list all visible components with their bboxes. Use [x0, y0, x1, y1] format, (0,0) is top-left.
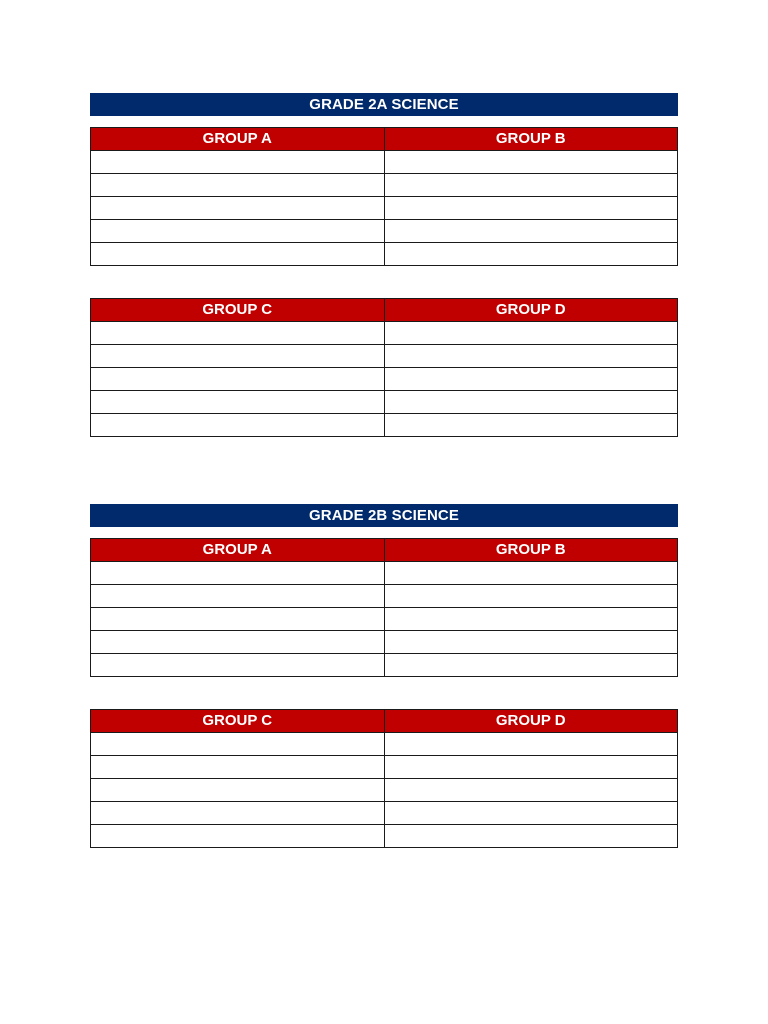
group-header-b: GROUP B	[384, 539, 678, 562]
name-cell[interactable]	[384, 733, 678, 756]
name-cell[interactable]	[384, 197, 678, 220]
name-cell[interactable]	[384, 220, 678, 243]
group-header-c: GROUP C	[91, 299, 385, 322]
table-row	[91, 368, 678, 391]
table-row	[91, 414, 678, 437]
name-cell[interactable]	[91, 631, 385, 654]
name-cell[interactable]	[91, 802, 385, 825]
name-cell[interactable]	[384, 802, 678, 825]
name-cell[interactable]	[91, 654, 385, 677]
name-cell[interactable]	[384, 562, 678, 585]
name-cell[interactable]	[384, 756, 678, 779]
group-table-2b-cd	[90, 709, 678, 848]
group-header-d: GROUP D	[384, 299, 678, 322]
name-cell[interactable]	[91, 562, 385, 585]
table-row	[91, 631, 678, 654]
name-cell[interactable]	[91, 220, 385, 243]
name-cell[interactable]	[91, 585, 385, 608]
table-header-row	[91, 128, 678, 151]
table-row	[91, 220, 678, 243]
table-header-row	[91, 299, 678, 322]
name-cell[interactable]	[91, 197, 385, 220]
table-row	[91, 756, 678, 779]
name-cell[interactable]	[91, 391, 385, 414]
group-header-c: GROUP C	[91, 710, 385, 733]
name-cell[interactable]	[91, 243, 385, 266]
group-header-b: GROUP B	[384, 128, 678, 151]
table-row	[91, 585, 678, 608]
table-row	[91, 562, 678, 585]
name-cell[interactable]	[91, 414, 385, 437]
name-cell[interactable]	[91, 151, 385, 174]
name-cell[interactable]	[384, 631, 678, 654]
name-cell[interactable]	[384, 151, 678, 174]
group-table-2a-ab	[90, 127, 678, 266]
group-header-a: GROUP A	[91, 128, 385, 151]
table-row	[91, 391, 678, 414]
name-cell[interactable]	[384, 608, 678, 631]
table-row	[91, 151, 678, 174]
name-cell[interactable]	[384, 345, 678, 368]
name-cell[interactable]	[384, 322, 678, 345]
name-cell[interactable]	[384, 779, 678, 802]
name-cell[interactable]	[384, 243, 678, 266]
table-row	[91, 174, 678, 197]
table-row	[91, 779, 678, 802]
table-row	[91, 197, 678, 220]
name-cell[interactable]	[91, 779, 385, 802]
table-row	[91, 825, 678, 848]
name-cell[interactable]	[91, 368, 385, 391]
table-header-row	[91, 710, 678, 733]
table-row	[91, 608, 678, 631]
name-cell[interactable]	[384, 825, 678, 848]
group-header-a: GROUP A	[91, 539, 385, 562]
table-row	[91, 345, 678, 368]
name-cell[interactable]	[91, 733, 385, 756]
name-cell[interactable]	[91, 825, 385, 848]
name-cell[interactable]	[384, 414, 678, 437]
name-cell[interactable]	[384, 391, 678, 414]
group-table-2b-ab	[90, 538, 678, 677]
name-cell[interactable]	[384, 654, 678, 677]
table-row	[91, 733, 678, 756]
table-header-row	[91, 539, 678, 562]
name-cell[interactable]	[384, 585, 678, 608]
name-cell[interactable]	[91, 608, 385, 631]
group-table-2a-cd	[90, 298, 678, 437]
name-cell[interactable]	[91, 322, 385, 345]
name-cell[interactable]	[384, 368, 678, 391]
table-row	[91, 654, 678, 677]
name-cell[interactable]	[91, 174, 385, 197]
table-row	[91, 802, 678, 825]
section-title-grade-2a: GRADE 2A SCIENCE	[90, 93, 678, 116]
group-header-d: GROUP D	[384, 710, 678, 733]
section-title-grade-2b: GRADE 2B SCIENCE	[90, 504, 678, 527]
name-cell[interactable]	[384, 174, 678, 197]
name-cell[interactable]	[91, 756, 385, 779]
table-row	[91, 243, 678, 266]
name-cell[interactable]	[91, 345, 385, 368]
table-row	[91, 322, 678, 345]
